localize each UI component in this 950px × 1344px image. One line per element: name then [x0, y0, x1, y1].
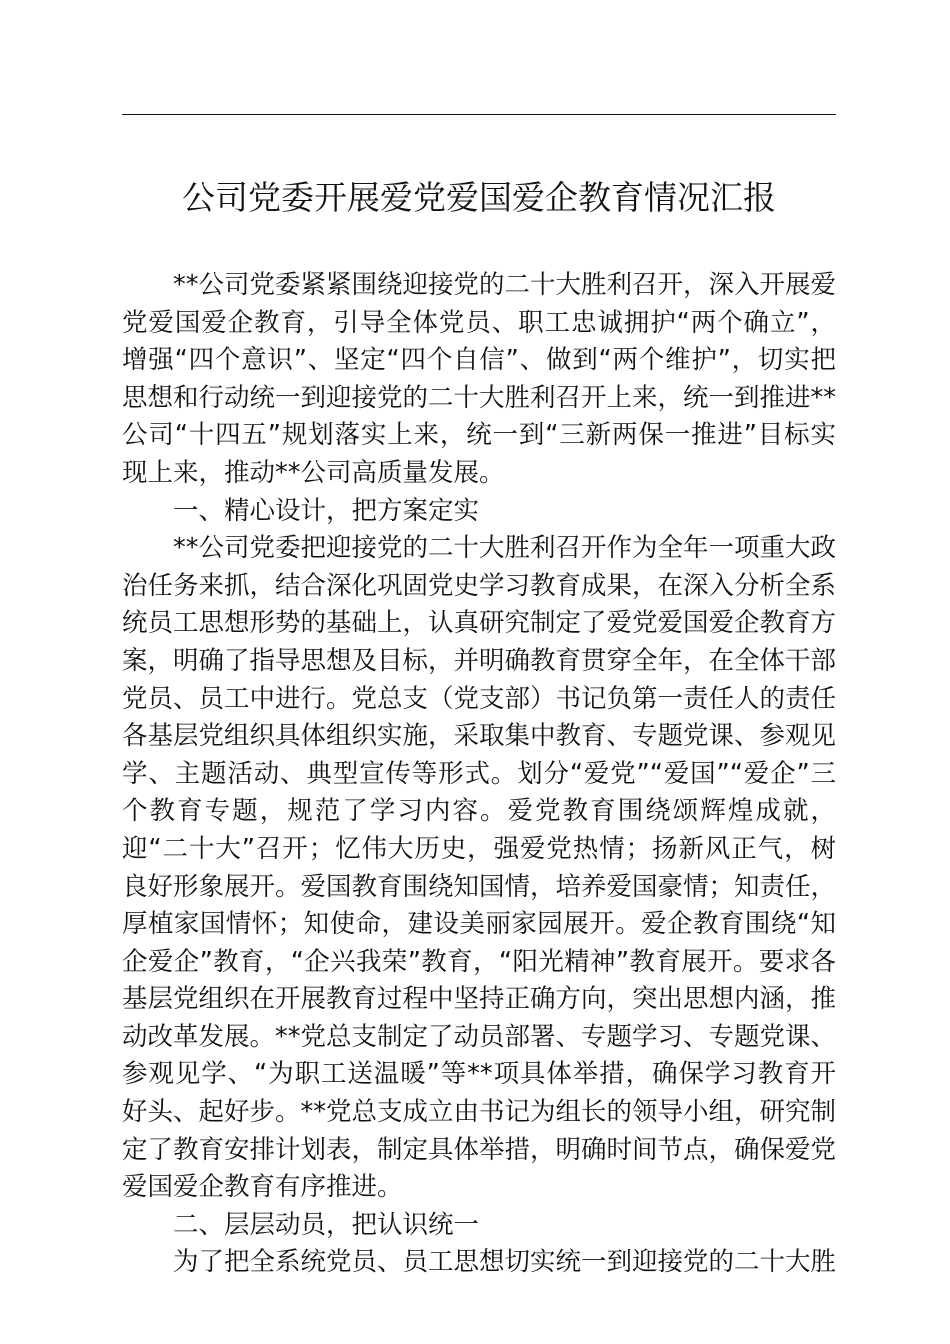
intro-paragraph: **公司党委紧紧围绕迎接党的二十大胜利召开，深入开展爱党爱国爱企教育，引导全体党员、职工忠诚拥护“两个确立”，增强“四个意识”、坚定“四个自信”、做到“两个维护”，切实把思想和行动统一到迎接党的二十大胜利召开上来，统一到推进**公司“十四五”规划落实上来，统一到“三新两保一推进”目标实现上来，推动**公司高质量发展。 — [122, 270, 837, 488]
section-heading-2: 二、层层动员，把认识统一 — [173, 1209, 480, 1240]
document-body — [122, 267, 836, 1282]
document-title: 公司党委开展爱党爱国爱企教育情况汇报 — [182, 178, 776, 217]
section-2-paragraph: 为了把全系统党员、员工思想切实统一到迎接党的二十大胜 — [173, 1247, 837, 1278]
section-1-paragraph: **公司党委把迎接党的二十大胜利召开作为全年一项重大政治任务来抓，结合深化巩固党史学习教育成果，在深入分析全系统员工思想形势的基础上，认真研究制定了爱党爱国爱企教育方案，明确了指导思想及目标，并明确教育贯穿全年，在全体干部党员、员工中进行。党总支（党支部）书记负第一责任人的责任各基层党组织具体组织实施，采取集中教育、专题党课、参观见学、主题活动、典型宣传等形式。划分“爱党”“爱国”“爱企”三个教育专题，规范了学习内容。爱党教育围绕颂辉煌成就，迎“二十大”召开；忆伟大历史，强爱党热情；扬新风正气，树良好形象展开。爱国教育围绕知国情，培养爱国豪情；知责任，厚植家国情怀；知使命，建设美丽家园展开。爱企教育围绕“知企爱企”教育，“企兴我荣”教育，“阳光精神”教育展开。要求各基层党组织在开展教育过程中坚持正确方向，突出思想内涵，推动改革发展。**党总支制定了动员部署、专题学习、专题党课、参观见学、“为职工送温暖”等**项具体举措，确保学习教育开好头、起好步。**党总支成立由书记为组长的领导小组，研究制定了教育安排计划表，制定具体举措，明确时间节点，确保爱党爱国爱企教育有序推进。 — [122, 533, 837, 1203]
section-heading-1: 一、精心设计，把方案定实 — [173, 495, 480, 526]
header-rule — [122, 114, 836, 115]
